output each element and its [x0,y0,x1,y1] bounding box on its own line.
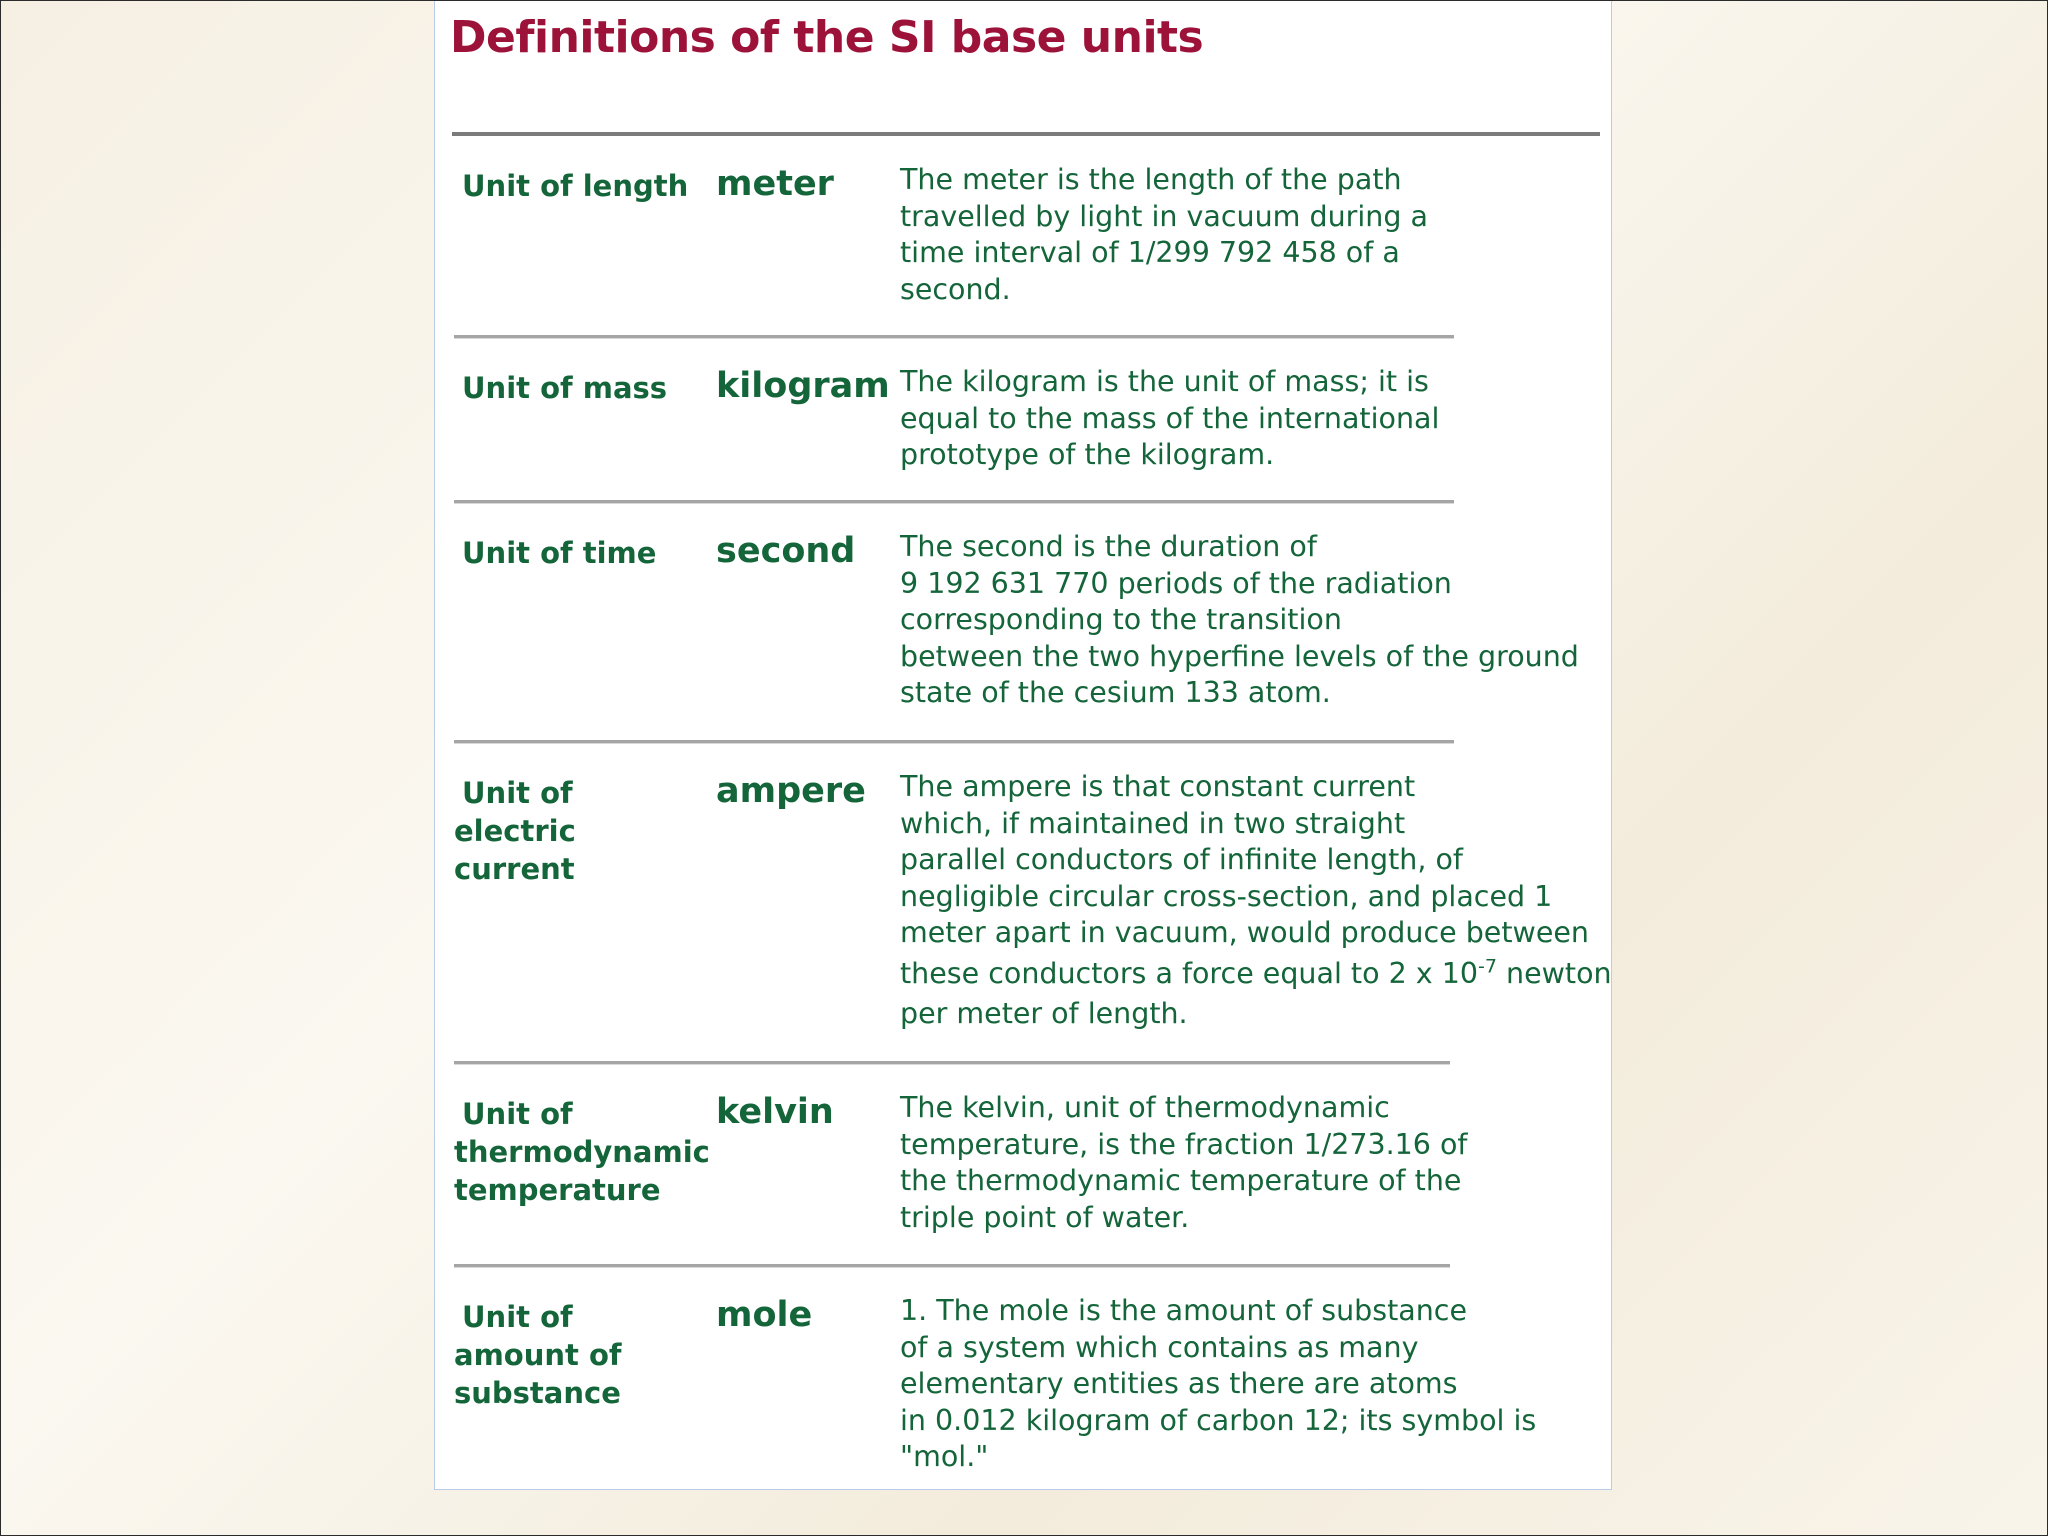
unit-mole: mole [716,1295,813,1335]
quantity-time: Unit of time [462,536,657,570]
page-title: Definitions of the SI base units [450,12,1204,63]
row-divider [454,500,1454,504]
quantity-electric-current: Unit of electric current [454,776,576,886]
unit-kilogram: kilogram [716,366,890,406]
quantity-length: Unit of length [462,169,689,203]
definition-mole: 1. The mole is the amount of substance of a system which contains as many elementary entities as there are atoms in 0.012 kilogram of carbon 12; its symbol is "mol." [900,1294,1537,1473]
exponent: -7 [1477,955,1497,977]
definition-ampere: The ampere is that constant current which, if maintained in two straight parallel conductors of infinite length, of negligible circular cross-section, and placed 1 meter apart in vacuum, would produce between these conductors a force equal to 2 x $10^{-7}$ newton per meter of length. [900,770,1612,1030]
definition-meter: The meter is the length of the path travelled by light in vacuum during a time interval of 1/299 792 458 of a second. [900,163,1428,306]
definition-kilogram: The kilogram is the unit of mass; it is equal to the mass of the international prototype of the kilogram. [900,365,1440,471]
unit-second: second [716,531,856,571]
unit-ampere: ampere [716,771,866,811]
row-divider [454,1264,1450,1268]
row-divider [454,1061,1450,1065]
definition-kelvin: The kelvin, unit of thermodynamic temperature, is the fraction 1/273.16 of the thermodynamic temperature of the triple point of water. [900,1091,1468,1234]
definition-second: The second is the duration of 9 192 631 770 periods of the radiation corresponding to the transition between the two hyperfine levels of the ground state of the cesium 133 atom. [900,530,1579,709]
row-divider [454,740,1454,744]
quantity-mass: Unit of mass [462,371,668,405]
unit-kelvin: kelvin [716,1092,834,1132]
header-divider [452,132,1600,136]
quantity-amount-of-substance: Unit of amount of substance [454,1300,622,1410]
unit-meter: meter [716,164,834,204]
quantity-thermodynamic-temperature: Unit of thermodynamic temperature [454,1097,710,1207]
row-divider [454,335,1454,339]
